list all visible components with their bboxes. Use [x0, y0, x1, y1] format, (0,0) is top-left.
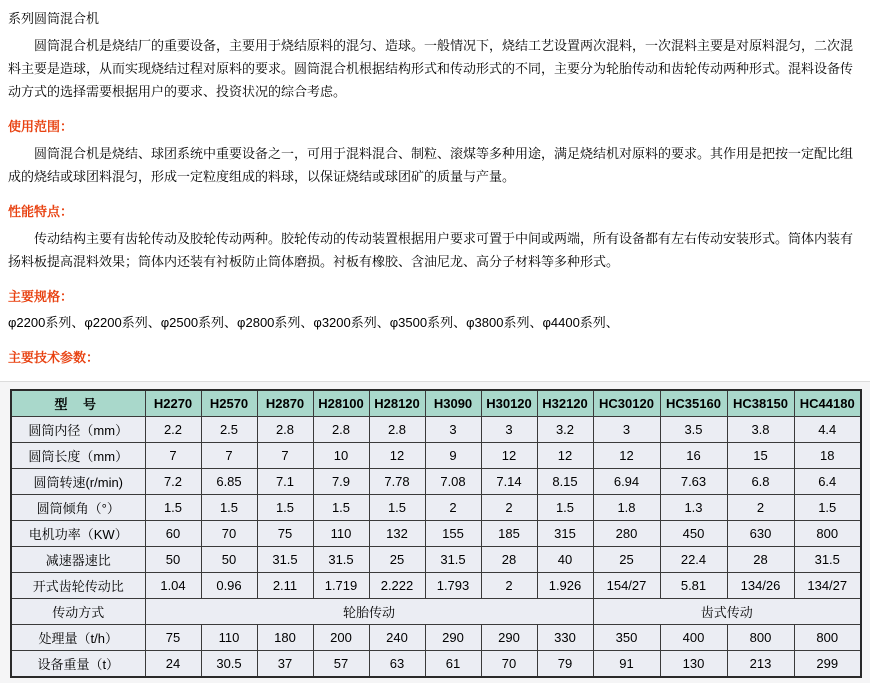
table-cell: 330 [537, 625, 593, 651]
column-header: H2870 [257, 390, 313, 417]
table-cell: 16 [660, 443, 727, 469]
table-cell: 130 [660, 651, 727, 678]
row-label: 减速器速比 [11, 547, 145, 573]
column-header: H3090 [425, 390, 481, 417]
table-cell: 70 [201, 521, 257, 547]
column-header: HC35160 [660, 390, 727, 417]
table-cell: 6.4 [794, 469, 861, 495]
table-cell: 50 [145, 547, 201, 573]
row-label: 电机功率（KW） [11, 521, 145, 547]
column-header: HC38150 [727, 390, 794, 417]
table-cell: 2 [425, 495, 481, 521]
table-cell: 110 [313, 521, 369, 547]
table-cell: 6.85 [201, 469, 257, 495]
row-label: 圆筒倾角（°） [11, 495, 145, 521]
table-cell: 15 [727, 443, 794, 469]
table-cell: 25 [593, 547, 660, 573]
table-cell: 2.5 [201, 417, 257, 443]
table-cell: 4.4 [794, 417, 861, 443]
column-header: H28100 [313, 390, 369, 417]
table-cell: 155 [425, 521, 481, 547]
table-cell: 0.96 [201, 573, 257, 599]
table-cell-merged: 齿式传动 [593, 599, 861, 625]
table-cell: 57 [313, 651, 369, 678]
table-cell: 1.926 [537, 573, 593, 599]
table-cell: 2.8 [369, 417, 425, 443]
table-cell: 290 [481, 625, 537, 651]
table-cell: 180 [257, 625, 313, 651]
table-cell: 9 [425, 443, 481, 469]
table-cell: 22.4 [660, 547, 727, 573]
table-cell: 40 [537, 547, 593, 573]
table-cell: 6.8 [727, 469, 794, 495]
table-cell: 28 [481, 547, 537, 573]
table-cell: 240 [369, 625, 425, 651]
table-cell: 91 [593, 651, 660, 678]
table-cell: 7 [145, 443, 201, 469]
table-cell: 3.5 [660, 417, 727, 443]
row-label: 圆筒长度（mm） [11, 443, 145, 469]
table-cell: 31.5 [425, 547, 481, 573]
table-cell: 7.1 [257, 469, 313, 495]
table-cell: 200 [313, 625, 369, 651]
table-cell: 61 [425, 651, 481, 678]
table-cell: 2 [481, 495, 537, 521]
table-cell: 1.5 [313, 495, 369, 521]
table-cell: 24 [145, 651, 201, 678]
table-cell: 280 [593, 521, 660, 547]
column-header: H2270 [145, 390, 201, 417]
table-cell: 1.5 [145, 495, 201, 521]
table-cell: 1.3 [660, 495, 727, 521]
table-cell: 2.8 [257, 417, 313, 443]
table-cell: 800 [727, 625, 794, 651]
row-label: 圆筒内径（mm） [11, 417, 145, 443]
table-cell: 1.719 [313, 573, 369, 599]
spec-series-line: φ2200系列、φ2200系列、φ2500系列、φ2800系列、φ3200系列、φ3500系列、φ3800系列、φ4400系列、 [8, 315, 619, 330]
table-header-row [11, 390, 861, 417]
table-cell: 12 [481, 443, 537, 469]
table-cell: 7.9 [313, 469, 369, 495]
table-cell: 315 [537, 521, 593, 547]
table-cell: 132 [369, 521, 425, 547]
table-cell: 7.14 [481, 469, 537, 495]
table-cell: 7.63 [660, 469, 727, 495]
column-header: H32120 [537, 390, 593, 417]
table-cell: 213 [727, 651, 794, 678]
table-cell: 630 [727, 521, 794, 547]
table-row [11, 599, 861, 625]
page-title: 系列圆筒混合机 [8, 11, 100, 26]
table-cell: 8.15 [537, 469, 593, 495]
table-cell: 110 [201, 625, 257, 651]
table-cell: 6.94 [593, 469, 660, 495]
table-cell: 2.11 [257, 573, 313, 599]
table-cell: 1.793 [425, 573, 481, 599]
section-heading-features: 性能特点： [8, 204, 74, 219]
table-row [11, 417, 861, 443]
table-cell: 31.5 [257, 547, 313, 573]
column-header-model: 型 号 [11, 390, 145, 417]
table-cell: 10 [313, 443, 369, 469]
section-heading-usage: 使用范围： [8, 119, 74, 134]
intro-paragraph: 圆筒混合机是烧结厂的重要设备，主要用于烧结原料的混匀、造球。一般情况下，烧结工艺设置两次混料，一次混料主要是对原料混匀，二次混料主要是造球，从而实现烧结过程对原料的要求。圆筒混合机根据结构形式和传动形式的不同，主要分为轮胎传动和齿轮传动两种形式。混料设备传动方式的选择需要根据用户的要求、投资状况的综合考虑。 [8, 38, 854, 99]
table-cell: 3.2 [537, 417, 593, 443]
table-cell: 3 [425, 417, 481, 443]
table-cell: 25 [369, 547, 425, 573]
table-cell: 31.5 [313, 547, 369, 573]
features-paragraph: 传动结构主要有齿轮传动及胶轮传动两种。胶轮传动的传动装置根据用户要求可置于中间或两端，所有设备都有左右传动安装形式。筒体内装有扬料板提高混料效果；筒体内还装有衬板防止筒体磨损。衬板有橡胶、含油尼龙、高分子材料等多种形式。 [8, 231, 854, 269]
table-row [11, 469, 861, 495]
table-cell: 75 [145, 625, 201, 651]
row-label: 传动方式 [11, 599, 145, 625]
table-row [11, 573, 861, 599]
table-cell: 7 [257, 443, 313, 469]
table-cell: 7.78 [369, 469, 425, 495]
table-row [11, 521, 861, 547]
table-cell: 1.5 [257, 495, 313, 521]
row-label: 圆筒转速(r/min) [11, 469, 145, 495]
table-cell: 2.222 [369, 573, 425, 599]
column-header: H2570 [201, 390, 257, 417]
table-cell: 154/27 [593, 573, 660, 599]
table-cell: 7.2 [145, 469, 201, 495]
table-cell-merged: 轮胎传动 [145, 599, 593, 625]
table-cell: 7.08 [425, 469, 481, 495]
table-cell: 134/26 [727, 573, 794, 599]
spec-table [10, 389, 862, 678]
table-cell: 1.8 [593, 495, 660, 521]
column-header: H30120 [481, 390, 537, 417]
table-cell: 5.81 [660, 573, 727, 599]
table-cell: 2 [481, 573, 537, 599]
table-cell: 1.5 [537, 495, 593, 521]
table-cell: 75 [257, 521, 313, 547]
table-cell: 1.5 [369, 495, 425, 521]
section-heading-specs: 主要规格： [8, 289, 74, 304]
table-cell: 28 [727, 547, 794, 573]
table-cell: 1.5 [201, 495, 257, 521]
table-row [11, 495, 861, 521]
table-cell: 134/27 [794, 573, 861, 599]
table-cell: 37 [257, 651, 313, 678]
table-cell: 450 [660, 521, 727, 547]
table-cell: 2 [727, 495, 794, 521]
table-cell: 290 [425, 625, 481, 651]
table-cell: 1.04 [145, 573, 201, 599]
row-label: 设备重量（t） [11, 651, 145, 678]
row-label: 处理量（t/h） [11, 625, 145, 651]
table-row [11, 443, 861, 469]
table-cell: 3 [593, 417, 660, 443]
table-cell: 800 [794, 625, 861, 651]
table-cell: 7 [201, 443, 257, 469]
table-cell: 800 [794, 521, 861, 547]
column-header: HC30120 [593, 390, 660, 417]
table-cell: 63 [369, 651, 425, 678]
table-cell: 185 [481, 521, 537, 547]
table-cell: 79 [537, 651, 593, 678]
table-cell: 3.8 [727, 417, 794, 443]
table-cell: 1.5 [794, 495, 861, 521]
spec-table-head [11, 390, 861, 417]
table-cell: 400 [660, 625, 727, 651]
usage-paragraph: 圆筒混合机是烧结、球团系统中重要设备之一，可用于混料混合、制粒、滚煤等多种用途，满足烧结机对原料的要求。其作用是把按一定配比组成的烧结或球团料混匀，形成一定粒度组成的料球，以保证烧结或球团矿的质量与产量。 [8, 146, 854, 184]
table-cell: 12 [369, 443, 425, 469]
table-cell: 2.8 [313, 417, 369, 443]
table-cell: 350 [593, 625, 660, 651]
table-cell: 12 [593, 443, 660, 469]
table-row [11, 651, 861, 678]
table-cell: 60 [145, 521, 201, 547]
table-cell: 30.5 [201, 651, 257, 678]
column-header: HC44180 [794, 390, 861, 417]
section-heading-parameters: 主要技术参数： [8, 350, 100, 365]
table-cell: 12 [537, 443, 593, 469]
table-cell: 70 [481, 651, 537, 678]
column-header: H28120 [369, 390, 425, 417]
table-cell: 3 [481, 417, 537, 443]
table-cell: 31.5 [794, 547, 861, 573]
table-cell: 18 [794, 443, 861, 469]
table-cell: 50 [201, 547, 257, 573]
table-row [11, 547, 861, 573]
table-cell: 2.2 [145, 417, 201, 443]
table-cell: 299 [794, 651, 861, 678]
row-label: 开式齿轮传动比 [11, 573, 145, 599]
